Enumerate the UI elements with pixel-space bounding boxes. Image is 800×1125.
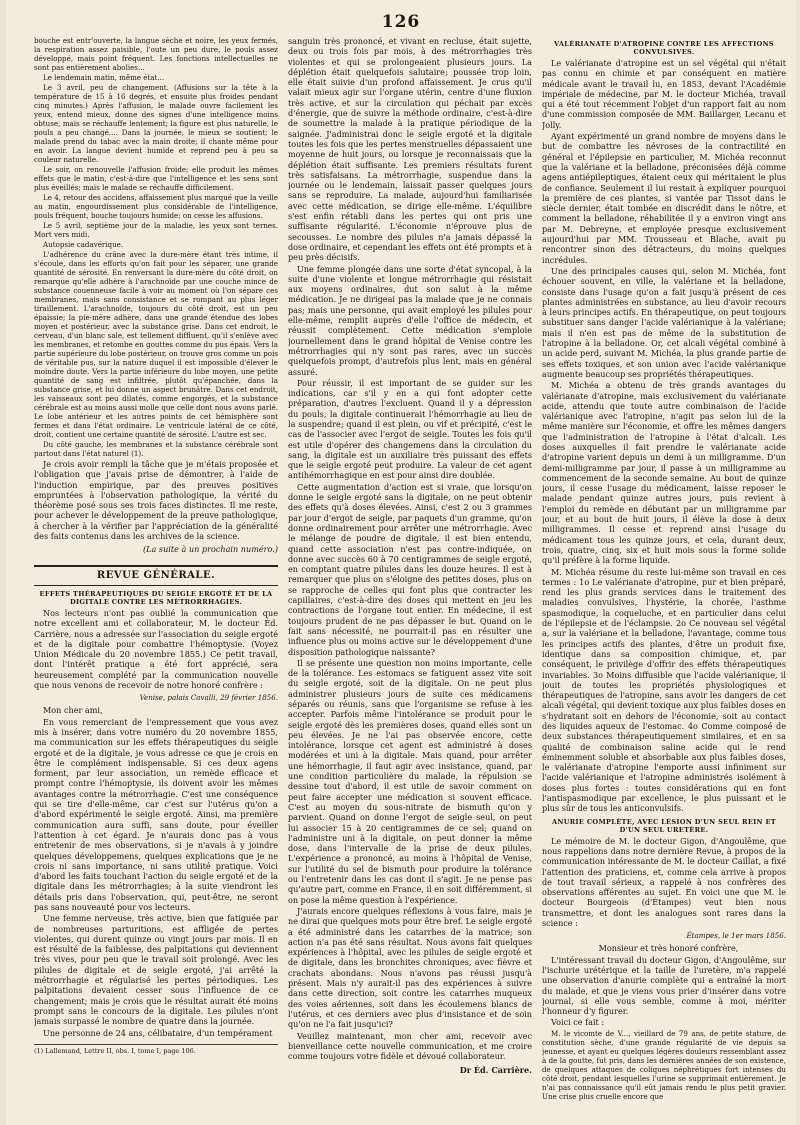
columns xyxy=(34,36,786,1106)
paragraph: Le 5 avril, septième jour de la maladie, les yeux sont ternes. Mort vers midi. xyxy=(34,221,278,239)
dateline: Étampes, le 1er mars 1856. xyxy=(686,931,786,941)
paragraph: Ayant expérimenté un grand nombre de moyens dans le but de combattre les névroses de la contractilité en général et l'épilepsie en particulier, M. Michéa reconnut que la valériane et la belladone, préconisées déjà comme agens antiépileptiques, étaient ceux qui méritaient le plus de confiance. Seulement il lui restait à expliquer pourquoi la première de ces plantes, si vantée par Tissot dans le siècle dernier, était tombée en discrédit dans le nôtre, et comment la belladone, réhabilitée il y a environ vingt ans par M. Debreyne, et employée presque exclusivement aujourd'hui par MM. Trousseau et Blache, avait pu rencontrer sinon des détracteurs, du moins quelques incrédules. xyxy=(542,131,786,265)
paragraph: Veuillez maintenant, mon cher ami, recevoir avec bienveillance cette nouvelle communication, et me croire comme toujours votre fidèle et dévoué collaborateur. xyxy=(288,1030,532,1062)
paragraph: Cette augmentation d'action est si vraie, que lorsqu'on donne le seigle ergoté sans la digitale, on ne peut obtenir des effets qu'à doses élevées. Ainsi, c'est 2 ou 3 grammes par jour d'ergot de seigle, par paquets d'un gramme, qu'on donne ordinairement pour arrêter une métrorrhagie. Avec le mélange de poudre de digitale, il est bien entendu, quand cette association n'est pas contre-indiquée, on donne avec succès 60 à 70 centigrammes de seigle ergoté, en comptant quatre pilules dans les douze heures. Il est à remarquer que plus on s'éloigne des petites doses, plus on se rapproche de celles qui font plus que contracter les capillaires, c'est-à-dire des doses qui mettent en jeu les contractions de l'organe tout entier. En médecine, il est toujours prudent de ne pas dépasser le but. Quand on le fait sans nécessité, ne pourrait-il pas en résulter une influence plus ou moins active sur le développement d'une disposition pathologique naissante? xyxy=(288,481,532,657)
paragraph: Je crois avoir rempli la tâche que je m'étais proposée et l'obligation que j'avais prise de démontrer, à l'aide de l'induction empirique, par des preuves positives empruntées à l'observation pathologique, la vérité du théorème posé sous ses trois faces distinctes. Il me reste, pour achever le développement de la preuve pathologique, à chercher à la vérifier par l'appréciation de la généralité des faits contenus dans les archives de la science. xyxy=(34,459,278,542)
paragraph: Le lendemain matin, même état... xyxy=(43,73,165,82)
article-subhead: ANURIE COMPLÈTE, AVEC LÉSION D'UN SEUL REIN ET D'UN SEUL URETÈRE. xyxy=(551,817,777,834)
paragraph: Une femme nerveuse, très active, bien que fatiguée par de nombreuses parturitions, est affligée de pertes violentes, qui durent quinze ou vingt jours par mois. Il en est résulté de la faiblesse, des palpitations qui deviennent très vives, pour peu que le travail soit prolongé. Avec les pilules de digitale et de seigle ergoté, j'ai arrêté la métrorrhagie et régularisé les pertes périodiques. Les palpitations devaient cesser sous l'influence de ce changement; mais je crois que le résultat aurait été moins prompt sans le concours de la digitale. Les pilules n'ont jamais surpassé le nombre de quatre dans la journée. xyxy=(34,913,278,1027)
column-2 xyxy=(288,36,532,1106)
paragraph: Le 3 avril, peu de changement. (Affusions sur la tête à la température de 15 à 16 degrés, et ensuite plus froides pendant cinq minutes.) Après l'affusion, le malade ouvre facilement les yeux, entend mieux, donne des signes d'une intelligence moins obtuse, mais se réchauffe lentement; la figure est plus naturelle, le pouls a peu changé.... Dans la journée, le mieux se soutient; le malade prend du tabac avec la main droite; il chante même pour en avoir. La langue devient humide et reprend peu à peu sa couleur naturelle. xyxy=(34,83,278,164)
article-subhead: VALÉRIANATE D'ATROPINE CONTRE LES AFFECTIONS CONVULSIVES. xyxy=(553,40,774,56)
section-title: REVUE GÉNÉRALE. xyxy=(34,565,278,586)
paragraph: Le valérianate d'atropine est un sel végétal qui n'était pas connu en chimie et par conséquent en matière médicale avant le travail lu, en 1853, devant l'Académie impériale de médecine, par M. le docteur Michéa, travail qui a été tout récemment l'objet d'un rapport fait au nom d'une commission composée de MM. Baillarger, Lecanu et Jolly. xyxy=(542,58,786,130)
to-be-continued: (La suite à un prochain numéro.) xyxy=(143,544,278,555)
footnote: (1) Lallemand, Lettre II, obs. I, tome I, page 106. xyxy=(34,1044,278,1055)
page-number: 126 xyxy=(381,12,421,32)
paragraph: Il se présente une question non moins importante, celle de la tolérance. Les estomacs se fatiguent assez vite soit du seigle ergoté, soit de la digitale. On ne peut plus administrer plusieurs jours de suite ces médicamens séparés ou réunis, sans que l'organisme se refuse à les accepter. Parfois même l'intolérance se produit pour le seigle ergoté dès les premières doses, quand elles sont un peu élevées. Je ne l'ai pas observée encore, cette intolérance, lorsque cet agent est administré à doses modérées et uni à la digitale. Mais quand, pour arrêter une hémorrhagie, il faut agir avec insistance, quand, par une condition particulière du malade, la répulsion se dessine tout d'abord, il est utile de savoir comment on peut faire accepter une médication si souvent efficace. C'est au moyen du sous-nitrate de bismuth qu'on y parvient. Quand on donne l'ergot de seigle seul, on peut lui associer 15 à 20 centigrammes de ce sel; quand on l'administre uni à la digitale, on peut donner la même dose, dans l'intervalle de la prise de deux pilules. L'expérience a prononcé, au moins à l'hôpital de Venise, sur l'utilité du sel de bismuth pour produire la tolérance ou l'entretenir dans les cas dont il s'agit. Je ne pense pas qu'autre part, comme en France, il en soit différemment, si on pose la même question à l'expérience. xyxy=(288,657,532,905)
newspaper-page xyxy=(6,0,796,1125)
paragraph: Voici ce fait : xyxy=(551,1017,605,1028)
paragraph: Une femme plongée dans une sorte d'état syncopal, à la suite d'une violente et longue métrorrhagie qui résistait aux moyens ordinaires, dut son salut à la même médication. Je ne dirigeai pas la malade que je ne connais pas; mais une personne, qui avait employé les pilules pour elle-même, remplit auprès d'elle l'office de médecin, et réussit complètement. Cette médication s'emploie journellement dans le grand hôpital de Venise contre les métrorrhagies qui n'y sont pas rares, avec un succès quelquefois prompt, d'autrefois plus lent, mais en général assuré. xyxy=(288,263,532,377)
paragraph: L'adhérence du crâne avec la dure-mère étant très intime, il s'écoule, dans les efforts qu'on fait pour les séparer, une grande quantité de sérosité. En renversant la dure-mère du côté droit, on remarque qu'elle adhère à l'arachnoïde par une couche mince de substance couenneuse facile à voir au moment où l'on sépare ces membranes, mais sans consistance et se rompant au plus léger tiraillement. L'arachnoïde, toujours du côté droit, est un peu épaissie; la pie-mère adhère, dans une grande étendue des lobes moyen et postérieur, avec la substance grise. Dans cet endroit, le cerveau, d'un blanc sale, est tellement diffluent, qu'il s'enlève avec les membranes, et retombe en gouttes comme du pus épais. Vers la partie supérieure du lobe postérieur, on trouve gros comme un pois de véritable pus, sur la nature duquel il est impossible d'élever le moindre doute. Vers la partie inférieure du lobe moyen, une petite quantité de sang est infiltrée, plutôt qu'épanchée, dans la substance grise, et lui donne un aspect brunâtre. Dans cet endroit, les vaisseaux sont peu dilatés, comme engorgés, et la substance cérébrale est au moins aussi molle que celle dont nous avons parlé. Le lobe antérieur et les autres points de cet hémisphère sont fermes et dans l'état ordinaire. Le ventricule latéral de ce côté, droit, contient une certaine quantité de sérosité. L'autre est sec. xyxy=(34,250,278,439)
paragraph: sanguin très prononcé, et vivant en recluse, était sujette, deux ou trois fois par mois, à des métrorrhagies très violentes et qui se prolongeaient plusieurs jours. La déplétion était quelquefois salutaire; poussée trop loin, elle était suivie d'un profond affaissement. Je crus qu'il valait mieux agir sur l'organe utérin, centre d'une fluxion très active, et sur la circulation qui péchait par excès d'énergie, que de suivre la méthode ordinaire, c'est-à-dire de soumettre la malade à la pratique périodique de la saignée. J'administrai donc le seigle ergoté et la digitale toutes les fois que les pertes menstruelles dépassaient une moyenne de huit jours, ou lorsque je reconnaissais que la déplétion était suffisante. Les premiers résultats furent très satisfaisans. La métrorrhagie, suspendue dans la journée ou le lendemain, laissait passer quelques jours sans se reproduire. La malade, aujourd'hui familiarisée avec cette médication, se dirige elle-même. L'équilibre s'est enfin rétabli dans les pertes qui ont pris une suffisante régularité. L'économie n'éprouve plus de secousses. Le nombre des pilules n'a jamais dépassé la dose ordinaire, et cependant les effets ont été prompts et à peu près décisifs. xyxy=(288,36,532,263)
paragraph: Le soir, on renouvelle l'affusion froide; elle produit les mêmes effets que le matin, c'est-à-dire que l'intelligence et les sens sont plus éveillés; mais le malade se réchauffe difficilement. xyxy=(34,165,278,192)
paragraph: Le mémoire de M. le docteur Gigon, d'Angoulême, que nous rappelions dans notre dernière Revue, à propos de la communication intéressante de M. le docteur Caillat, a fixé l'attention des praticiens, et, comme cela arrive à propos de tout travail sérieux, a rappelé à nos confrères des observations afférentes au sujet. En voici une que M. le docteur Bourgeois (d'Étampes) veut bien nous transmettre, et dont les analogues sont rares dans la science : xyxy=(542,835,786,929)
salutation: Monsieur et très honoré confrère, xyxy=(598,943,739,954)
column-1 xyxy=(34,36,278,1106)
paragraph: Nos lecteurs n'ont pas oublié la communication que notre excellent ami et collaborateur, M. le docteur Éd. Carrière, nous a adressée sur l'association du seigle ergoté et de la digitale pour combattre l'hémoptysie. (Voyez Union Médicale du 20 novembre 1855.) Ce petit travail, dont l'intérêt pratique a été fort apprécié, sera heureusement complété par la communication nouvelle que nous venons de recevoir de notre honoré confrère : xyxy=(34,607,278,691)
paragraph: Pour réussir, il est important de se guider sur les indications, car s'il y en a qui font adopter cette préparation, d'autres l'excluent. Quand il y a dépression du pouls, la digitale continuerait l'hémorrhagie au lieu de la suspendre; quand il est plein, ou vif et précipité, c'est le cas de l'associer avec l'ergot de seigle. Toutes les fois qu'il est utile d'opérer des changemens dans la circulation du sang, la digitale est un auxiliaire très puissant des effets que le seigle ergoté peut produire. La valeur de cet agent antihémorrhagique en est pour ainsi dire doublée. xyxy=(288,377,532,481)
salutation: Mon cher ami, xyxy=(43,705,103,716)
paragraph: Une des principales causes qui, selon M. Michéa, font échouer souvent, en ville, la valériane et la belladone, consiste dans l'usage qu'on a fait jusqu'à présent de ces plantes administrées en substance, au lieu d'avoir recours à leurs principes actifs. En thérapeutique, on peut toujours substituer sans danger l'acide valérianique à la valériane; mais il n'en est pas de même de la substitution de l'atropine à la belladone. Or, cet alcali végétal combiné à un acide perd, suivant M. Michéa, la plus grande partie de ses effets toxiques, et son union avec l'acide valérianique augmente beaucoup ses propriétés thérapeutiques. xyxy=(542,265,786,379)
signature: Dr Éd. Carrière. xyxy=(459,1065,532,1076)
paragraph: En vous remerciant de l'empressement que vous avez mis à insérer, dans votre numéro du 20 novembre 1855, ma communication sur les effets thérapeutiques du seigle ergoté et de la digitale, je vous adresse ce que je crois en être le complément indispensable. Si ces deux agens forment, par leur association, un remède efficace et prompt contre l'hémoptysie, ils doivent avoir les mêmes avantages contre la métrorrhagie. C'est une conséquence qui se tire d'elle-même, car c'est sur l'utérus qu'on a d'abord expérimenté le seigle ergoté. Ainsi, ma première communication aura suffi, sans doute, pour éveiller l'attention à cet égard. Je n'aurais donc pas à vous entretenir de mes observations, si je n'avais à y joindre quelques développemens, quelques explications que je ne crois ni sans importance, ni sans utilité pratique. Voici d'abord les faits touchant l'action du seigle ergoté et de la digitale dans les métrorrhagies; à la suite viendront les détails pris dans l'observation, qui, peut-être, ne seront pas sans nouveauté pour vos lecteurs. xyxy=(34,716,278,912)
paragraph: M. le vicomte de V..., vieillard de 79 ans, de petite stature, de constitution sèche, d'une grande régularité de vie depuis sa jeunesse, et ayant eu quelques légères douleurs ressemblant assez à de la goutte, fut pris, dans les dernières années de son existence, de quelques attaques de coliques néphrétiques fort intenses du côté droit, pendant lesquelles l'urine se supprimait entièrement. Je n'ai pas connaissance qu'il eût jamais rendu le plus petit gravier. Une crise plus cruelle encore que xyxy=(542,1028,786,1101)
paragraph: L'intéressant travail du docteur Gigon, d'Angoulême, sur l'ischurie urétérique et la taille de l'uretère, m'a rappelé une observation d'anurie complète qui a entraîné la mort du malade, et que je viens vous prier d'insérer dans votre journal, si elle vous semble, comme à moi, mériter l'honneur d'y figurer. xyxy=(542,954,786,1017)
paragraph: Le 4, retour des accidens, affaissement plus marqué que la veille au matin, engourdissement plus considérable de l'intelligence, pouls fréquent, bouche toujours humide; on cesse les affusions. xyxy=(34,193,278,220)
autopsy-heading: Autopsie cadavérique. xyxy=(43,240,124,249)
dateline: Venise, palais Cavalli, 29 février 1856. xyxy=(139,693,278,703)
paragraph: Une personne de 24 ans, célibataire, d'un tempérament xyxy=(43,1027,273,1038)
article-subhead: EFFETS THÉRAPEUTIQUES DU SEIGLE ERGOTÉ ET DE LA DIGITALE CONTRE LES MÉTRORRHAGIES. xyxy=(39,589,273,606)
paragraph: J'aurais encore quelques réflexions à vous faire, mais je ne dirai que quelques mots pour être bref. Le seigle ergoté a été administré dans les catarrhes de la matrice; son action n'a pas été sans résultat. Nous avons fait quelques expériences à l'hôpital, avec les pilules de seigle ergoté et de digitale, dans les bronchites chroniques, avec fièvre et crachats abondans. Nous n'avons pas réussi jusqu'à présent. Mais n'y aurait-il pas des expériences à suivre dans cette direction, soit contre les catarrhes muqueux des voies aériennes, soit dans les écoulemens blancs de l'utérus, et ces derniers avec plus d'insistance et de soin qu'on ne l'a fait jusqu'ici? xyxy=(288,905,532,1030)
paragraph: M. Michéa a obtenu de très grands avantages du valérianate d'atropine, mais exclusivement du valérianate acide, attendu que toute autre combinaison de l'acide valérianique avec l'atropine, n'agit pas selon lui de la même manière sur l'économie, et offre les mêmes dangers que l'administration de l'atropine à l'état d'alcali. Les doses auxquelles il fait prendre le valérianate acide d'atropine varient depuis un demi à un milligramme. D'un demi-milligramme par jour, il passe à un milligramme au commencement de la seconde semaine. Au bout de quinze jours, il cesse l'usage du médicament, laisse reposer le malade pendant quinze autres jours, puis revient à l'emploi du remède en débutant par un milligramme par jour, et au bout de huit jours, il élève la dose à deux milligrammes. Il cesse et reprend ainsi l'usage du médicament tous les quinze jours, et cela, durant deux, trois, quatre, cinq, six et huit mois sous la forme solide qu'il préfère à la forme liquide. xyxy=(542,380,786,566)
paragraph: Du côté gauche, les membranes et la substance cérébrale sont partout dans l'état naturel (1). xyxy=(34,440,278,458)
paragraph: M. Michéa résume du reste lui-même son travail en ces termes : 1o Le valérianate d'atropine, pur et bien préparé, rend les plus grands services dans le traitement des maladies convulsives, l'hystérie, la chorée, l'asthme spasmodique, la coqueluche, et en particulier dans celui de l'épilepsie et de l'éclampsie. 2o Ce nouveau sel végétal a, sur la valériane et la belladone, l'avantage, comme tous les principes actifs des plantes, d'être un produit fixe, identique dans sa composition chimique, et, par conséquent, le privilège d'offrir des effets thérapeutiques invariables. 3o Moins diffusible que l'acide valérianique, il jouit de toutes les propriétés physiologiques et thérapeutiques de l'atropine, sans avoir les dangers de cet alcali végétal, qui devient toxique aux plus faibles doses en s'hydratant soit en dehors de l'économie, soit au contact des liquides aqueux de l'estomac. 4o Comme composé de deux substances thérapeutiquement similaires, et en sa qualité de combinaison saline acide qui le rend éminemment soluble et absorbable aux plus faibles doses, le valérianate d'atropine l'emporte aussi infiniment sur l'acide valérianique et l'atropine administrés isolément à doses plus fortes : toutes considérations qui en font l'antispasmodique par excellence, le plus puissant et le plus sûr de tous les anticonvulsifs. xyxy=(542,566,786,814)
column-3 xyxy=(542,36,786,1106)
paragraph: bouche est entr'ouverte, la langue sèche et noire, les yeux fermés, la respiration assez paisible, l'oute un peu dure, le pouls assez développé, mais point fréquent. Les fonctions intellectuelles ne sont pas entièrement abolies... xyxy=(34,36,278,72)
